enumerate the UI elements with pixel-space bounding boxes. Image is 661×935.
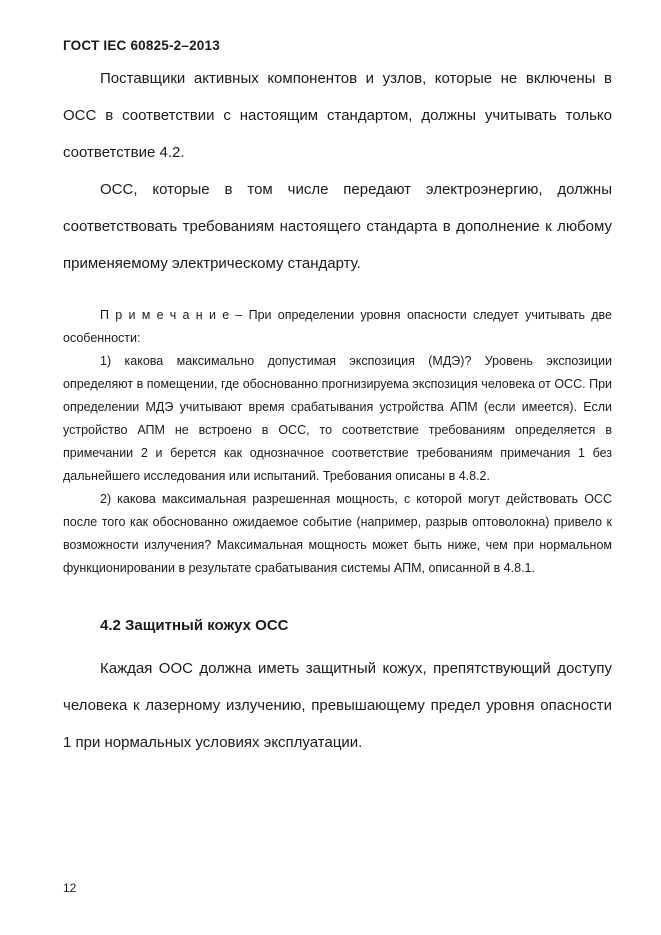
page-number: 12 (63, 881, 77, 895)
note-item-2: 2) какова максимальная разрешенная мощность, с которой могут действовать ОСС после того как обоснованно ожидаемое событие (например, разрыв оптоволокна) привело к возможности излучения? Максимальная мощность может быть ниже, чем при нормальном функционировании в результате срабатывания системы АПМ, описанной в 4.8.1. (63, 492, 612, 575)
paragraph-protective-housing: Каждая ООС должна иметь защитный кожух, препятствующий доступу человека к лазерному излучению, превышающему предел уровня опасности 1 при нормальных условиях эксплуатации. (63, 660, 612, 751)
paragraph-occ-electric: ОСС, которые в том числе передают электроэнергию, должны соответствовать требованиям настоящего стандарта в дополнение к любому применяемому электрическому стандарту. (63, 181, 612, 272)
document-header: ГОСТ IEC 60825-2–2013 (63, 38, 220, 53)
paragraph-suppliers: Поставщики активных компонентов и узлов, которые не включены в ОСС в соответствии с настоящим стандартом, должны учитывать только соответствие 4.2. (63, 70, 612, 161)
section-heading: 4.2 Защитный кожух ОСС (100, 617, 289, 634)
note-item-1: 1) какова максимально допустимая экспозиция (МДЭ)? Уровень экспозиции определяют в помещении, где обоснованно прогнизируема экспозиция человека от ОСС. При определении МДЭ учитывают время срабатывания устройства АПМ (если имеется). Если устройство АПМ не встроено в ОСС, то соответствие требованиям определяется в примечании 2 и берется как однозначное соответствие требованиям примечания 1 без дальнейшего исследования или испытаний. Требования описаны в 4.8.2. (63, 354, 612, 483)
note-lead: П р и м е ч а н и е – При определении уровня опасности следует учитывать две особенности: (63, 308, 612, 345)
note-block (63, 304, 612, 580)
